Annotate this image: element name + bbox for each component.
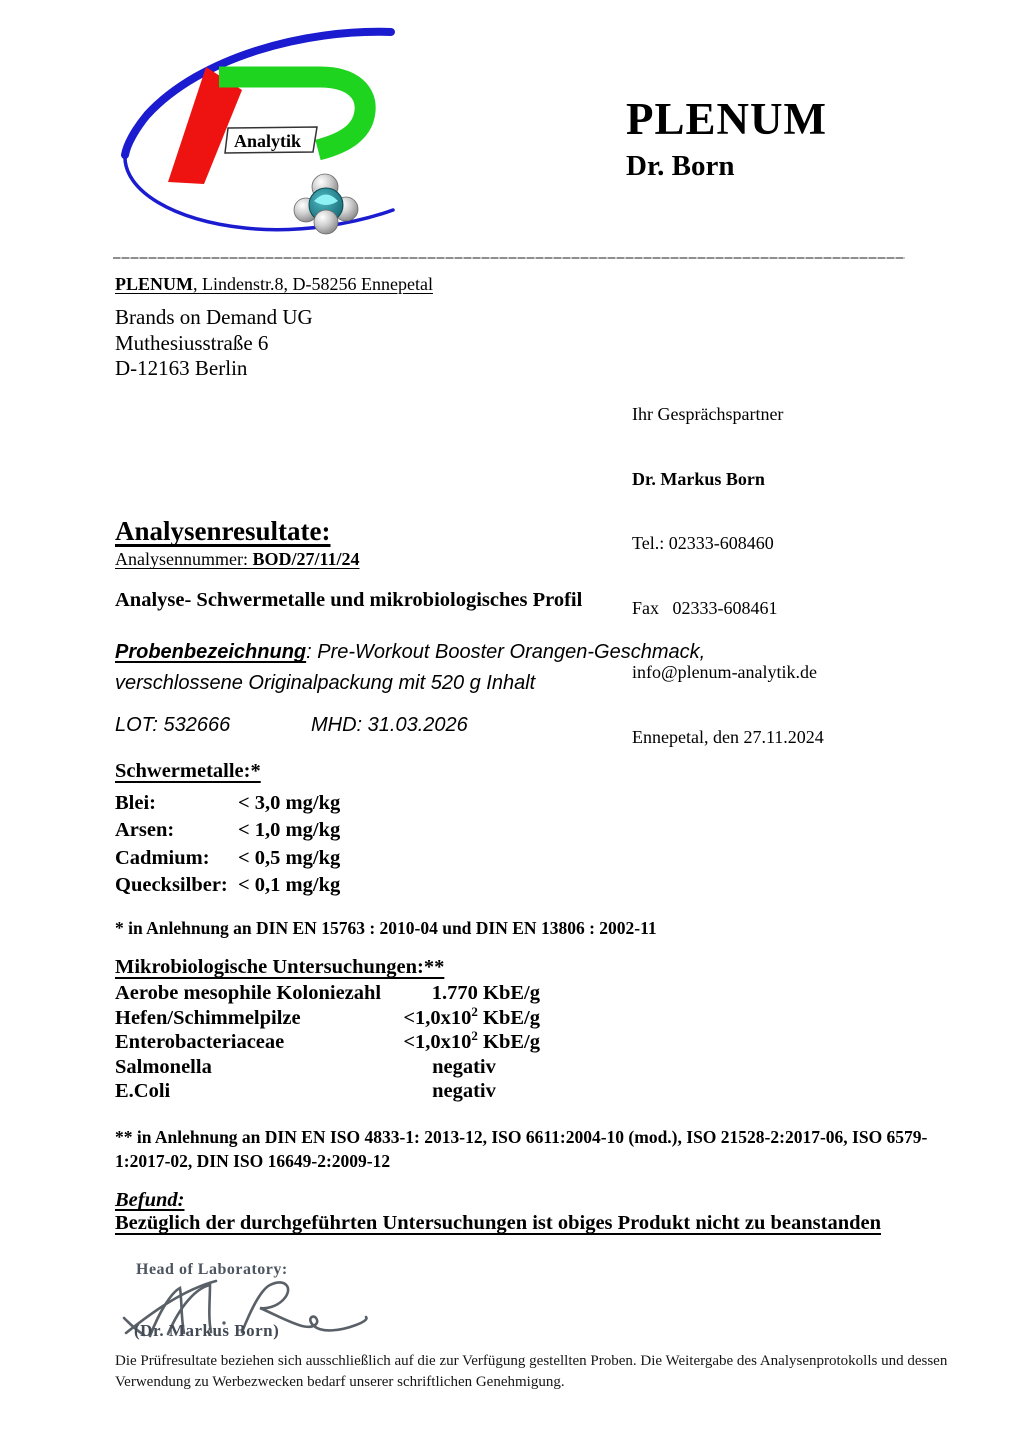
befund-label: Befund:	[115, 1189, 185, 1211]
sample-description	[115, 637, 815, 699]
heavy-metals-title: Schwermetalle:*	[115, 760, 261, 782]
table-row	[115, 1030, 540, 1055]
letterhead	[626, 94, 827, 182]
company-subtitle: Dr. Born	[626, 150, 735, 182]
micro-result: 1.770 KbE/g	[431, 982, 540, 1004]
contact-date: Ennepetal, den 27.11.2024	[632, 726, 824, 747]
footer-disclaimer: Die Prüfresultate beziehen sich ausschließlich auf die zur Verfügung gestellten Proben. Die Weitergabe des Analysenprotokolls und dessen Verwendung zu Werbezwecken bedarf unserer schriftlichen Genehmigung.	[115, 1353, 948, 1390]
sender-company: PLENUM	[115, 274, 193, 294]
company-name: PLENUM	[626, 94, 827, 144]
contact-fax: Fax 02333-608461	[632, 597, 778, 618]
analysis-title: Analyse- Schwermetalle und mikrobiologisches Profil	[115, 589, 583, 611]
analysis-number-label: Analysennummer:	[115, 549, 253, 569]
micro-result: $<1,0x10^2$ KbE/g	[403, 1028, 540, 1053]
heavy-metals-table	[115, 790, 340, 900]
micro-parameter: E.Coli	[115, 1080, 171, 1102]
micro-result: negativ	[432, 1080, 496, 1102]
table-row	[115, 1003, 540, 1031]
micro-result: negativ	[432, 1055, 496, 1078]
contact-name: Dr. Markus Born	[632, 468, 765, 489]
microbiology-footnote: ** in Anlehnung an DIN EN ISO 4833-1: 2013-12, ISO 6611:2004-10 (mod.), ISO 21528-2:2017-06, ISO 6579-1:2017-02, DIN ISO 16649-2:2009-12	[115, 1127, 928, 1171]
micro-parameter: Hefen/Schimmelpilze	[115, 1006, 301, 1029]
analytik-label: Analytik	[234, 131, 302, 151]
signature-name: (Dr. Markus Born)	[134, 1321, 280, 1340]
mhd-value: MHD: 31.03.2026	[311, 714, 468, 736]
sender-line	[115, 274, 433, 295]
sample-text: : Pre-Workout Booster Orangen-Geschmack, verschlossene Originalpackung mit 520 g Inhalt	[115, 641, 706, 694]
contact-intro: Ihr Gesprächspartner	[632, 404, 784, 424]
metal-value: < 1,0 mg/kg	[238, 819, 341, 842]
metal-value: < 0,1 mg/kg	[238, 874, 341, 897]
table-row	[115, 1079, 540, 1104]
metal-name: Quecksilber:	[115, 874, 228, 897]
recipient-line: D-12163 Berlin	[115, 356, 248, 380]
metal-value: < 3,0 mg/kg	[238, 792, 341, 814]
metal-name: Blei:	[115, 792, 156, 814]
table-row	[115, 845, 340, 872]
contact-block	[632, 361, 824, 791]
table-row	[115, 817, 340, 844]
table-row	[115, 872, 340, 899]
lot-value: LOT: 532666	[115, 714, 231, 736]
analysis-number-value: BOD/27/11/24	[252, 549, 360, 569]
micro-parameter: Salmonella	[115, 1055, 212, 1078]
contact-email: info@plenum-analytik.de	[632, 662, 818, 682]
recipient-address	[115, 305, 313, 382]
recipient-line: Muthesiusstraße 6	[115, 330, 269, 355]
heavy-metals-footnote: * in Anlehnung an DIN EN 15763 : 2010-04 und DIN EN 13806 : 2002-11	[115, 918, 657, 938]
contact-tel: Tel.: 02333-608460	[632, 533, 774, 553]
metal-name: Arsen:	[115, 819, 175, 842]
sender-address: , Lindenstr.8, D-58256 Ennepetal	[193, 274, 433, 294]
header-divider	[113, 257, 905, 259]
molecule-icon	[294, 174, 358, 234]
micro-parameter: Aerobe mesophile Koloniezahl	[115, 982, 382, 1004]
table-row	[115, 790, 340, 817]
lot-mhd-line	[115, 714, 615, 737]
micro-parameter: Enterobacteriaceae	[115, 1031, 285, 1053]
sample-label: Probenbezeichnung	[115, 641, 307, 663]
plenum-analytik-logo	[115, 25, 405, 250]
microbiology-table	[115, 981, 540, 1104]
befund-text: Bezüglich der durchgeführten Untersuchungen ist obiges Produkt nicht zu beanstanden	[115, 1212, 881, 1234]
analysis-number-line	[115, 549, 360, 570]
metal-value: < 0,5 mg/kg	[238, 846, 341, 869]
table-row	[115, 1055, 540, 1080]
micro-result: $<1,0x10^2$ KbE/g	[403, 1003, 540, 1029]
signature-role: Head of Laboratory:	[136, 1261, 288, 1278]
table-row	[115, 981, 540, 1006]
results-title: Analysenresultate:	[115, 516, 331, 546]
microbiology-title: Mikrobiologische Untersuchungen:**	[115, 956, 445, 978]
recipient-line: Brands on Demand UG	[115, 305, 313, 329]
metal-name: Cadmium:	[115, 846, 210, 869]
